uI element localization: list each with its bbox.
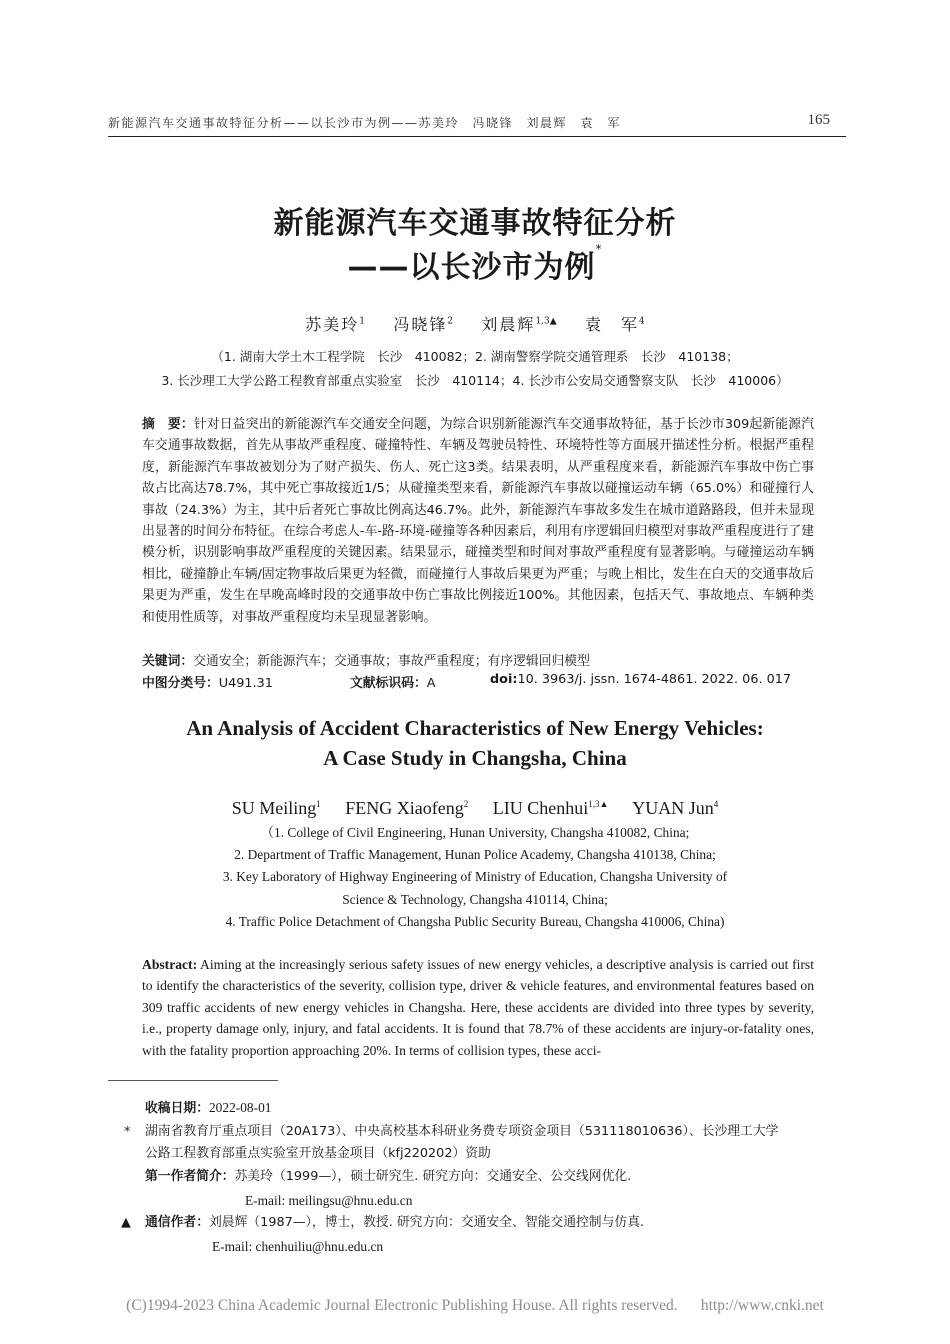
affiliation-en-line: 2. Department of Traffic Management, Hunan Police Academy, Changsha 410138, China; [234,847,716,863]
authors-cn: 苏美玲$^1$ 冯晓锋$^2$ 刘晨辉$^{1,3▲}$ 袁 军$^4$ [305,315,645,334]
footer-url: http://www.cnki.net [700,1297,824,1314]
footnote-fund-line2: 公路工程教育部重点实验室开放基金项目（kfj220202）资助 [145,1146,491,1161]
footnote-fund-mark: * [124,1124,131,1139]
footnote-received: 收稿日期：2022-08-01 [145,1100,272,1116]
authors-en: SU Meiling$^1$ FENG Xiaofeng$^2$ LIU Chenhui$^{1,3▲}$ YUAN Jun$^4$ [231,798,719,818]
abstract-cn [142,414,814,628]
title-cn-line2: ——以长沙市为例* [347,242,603,285]
doi-value: 10. 3963/j. jssn. 1674-4861. 2022. 06. 017 [517,672,792,687]
abstract-cn-label: 摘 要： [142,417,194,432]
author-en: FENG Xiaofeng [345,798,464,818]
abstract-en-label: Abstract: [142,957,198,972]
author-cn: 冯晓锋 [393,315,448,334]
clc-label: 中图分类号： [142,676,219,691]
affiliation-en-line: 4. Traffic Police Detachment of Changsha Public Security Bureau, Changsha 410006, China) [225,913,725,929]
affiliation-cn-line2: 3. 长沙理工大学公路工程教育部重点实验室 长沙 410114；4. 长沙市公安局交通警察支队 长沙 410006） [161,373,789,388]
author-en: SU Meiling [231,798,317,818]
title-en-line1: An Analysis of Accident Characteristics of New Energy Vehicles: [186,716,764,740]
doi-label: doi: [490,672,518,687]
title-cn-line1: 新能源汽车交通事故特征分析 [273,206,677,241]
author-en: LIU Chenhui [492,798,589,818]
first-author-email: E-mail: meilingsu@hnu.edu.cn [245,1193,413,1208]
footnote-first-author: 第一作者简介：苏美玲（1999—），硕士研究生. 研究方向：交通安全、公交线网优化. [145,1169,632,1184]
copyright-footer [0,1297,950,1315]
clc-value: U491.31 [218,676,273,691]
footnote-corresponding-author: 通信作者：刘晨辉（1987—），博士，教授. 研究方向：交通安全、智能交通控制与仿真. [145,1215,645,1230]
copyright-text: (C)1994-2023 China Academic Journal Electronic Publishing House. All rights reserved. [126,1297,678,1314]
abstract-cn-text: 针对日益突出的新能源汽车交通安全问题，为综合识别新能源汽车交通事故特征，基于长沙市309起新能源汽车交通事故数据，首先从事故严重程度、碰撞特性、车辆及驾驶员特性、环境特性等方面展开描述性分析。根据严重程度，新能源汽车事故被划分为了财产损失、伤人、死亡这3类。结果表明，从严重程度来看，新能源汽车事故中伤亡事故占比高达78.7%，其中死亡事故接近1/5；从碰撞类型来看，新能源汽车事故以碰撞运动车辆（65.0%）和碰撞行人事故（24.3%）为主，其中后者死亡事故比例高达46.7%。此外，新能源汽车事故多发生在城市道路路段，但并未显现出显著的时间分布特征。在综合考虑人-车-路-环境-碰撞等各种因素后，利用有序逻辑回归模型对事故严重程度进行了建模分析，识别影响事故严重程度的关键因素。结果显示，碰撞类型和时间对事故严重程度有显著影响。与碰撞运动车辆相比，碰撞静止车辆/固定物事故后果更为轻微，而碰撞行人事故后果更为严重；与晚上相比，发生在白天的交通事故后果更为严重，发生在早晚高峰时段的交通事故中伤亡事故比例接近100%。其他因素，包括天气、事故地点、车辆种类和使用性质等，对事故严重程度均未呈现显著影响。 [142,417,814,625]
author-en: YUAN Jun [632,798,714,818]
corresponding-author-email: E-mail: chenhuiliu@hnu.edu.cn [212,1239,384,1254]
keywords-cn: 关键词：交通安全；新能源汽车；交通事故；事故严重程度；有序逻辑回归模型 [142,654,590,669]
footnote-divider [108,1080,278,1081]
footnote-corr-mark: ▲ [121,1215,131,1230]
author-cn: 袁 军 [585,315,640,334]
doc-code-value: A [426,676,436,691]
page-number: 165 [807,112,830,128]
doc-code-label: 文献标识码： [350,676,427,691]
running-title: 新能源汽车交通事故特征分析——以长沙市为例——苏美玲 冯晓锋 刘晨辉 袁 军 [108,116,622,130]
running-header [108,112,846,137]
abstract-en [142,954,814,1061]
classification-row [142,672,814,691]
affiliation-en-line: （1. College of Civil Engineering, Hunan University, Changsha 410082, China; [260,825,690,840]
affiliation-cn-line1: （1. 湖南大学土木工程学院 长沙 410082；2. 湖南警察学院交通管理系 长沙 410138； [211,349,739,364]
affiliation-en-line: Science & Technology, Changsha 410114, China; [342,891,608,907]
affiliation-en-line: 3. Key Laboratory of Highway Engineering of Ministry of Education, Changsha University of [222,869,728,885]
affiliations-en [0,822,950,933]
footnote-fund-line1: 湖南省教育厅重点项目（20A173）、中央高校基本科研业务费专项资金项目（531118010636）、长沙理工大学 [145,1124,779,1139]
author-cn: 苏美玲 [305,315,360,334]
author-cn: 刘晨辉 [481,315,536,334]
title-en-line2: A Case Study in Changsha, China [323,746,627,770]
abstract-en-text: Aiming at the increasingly serious safety issues of new energy vehicles, a descriptive analysis is carried out first to identify the characteristics of the severity, collision type, driver & vehicle features, and environmental features based on 309 traffic accidents of new energy vehicles in Changsha. Here, these accidents are divided into three types by severity, i.e., property damage only, injury, and fatal accidents. It is found that 78.7% of these accidents are injury-or-fatality ones, with the fatality proportion approaching 20%. In terms of collision types, these acci- [142,957,814,1058]
funding-mark: * [595,242,603,256]
